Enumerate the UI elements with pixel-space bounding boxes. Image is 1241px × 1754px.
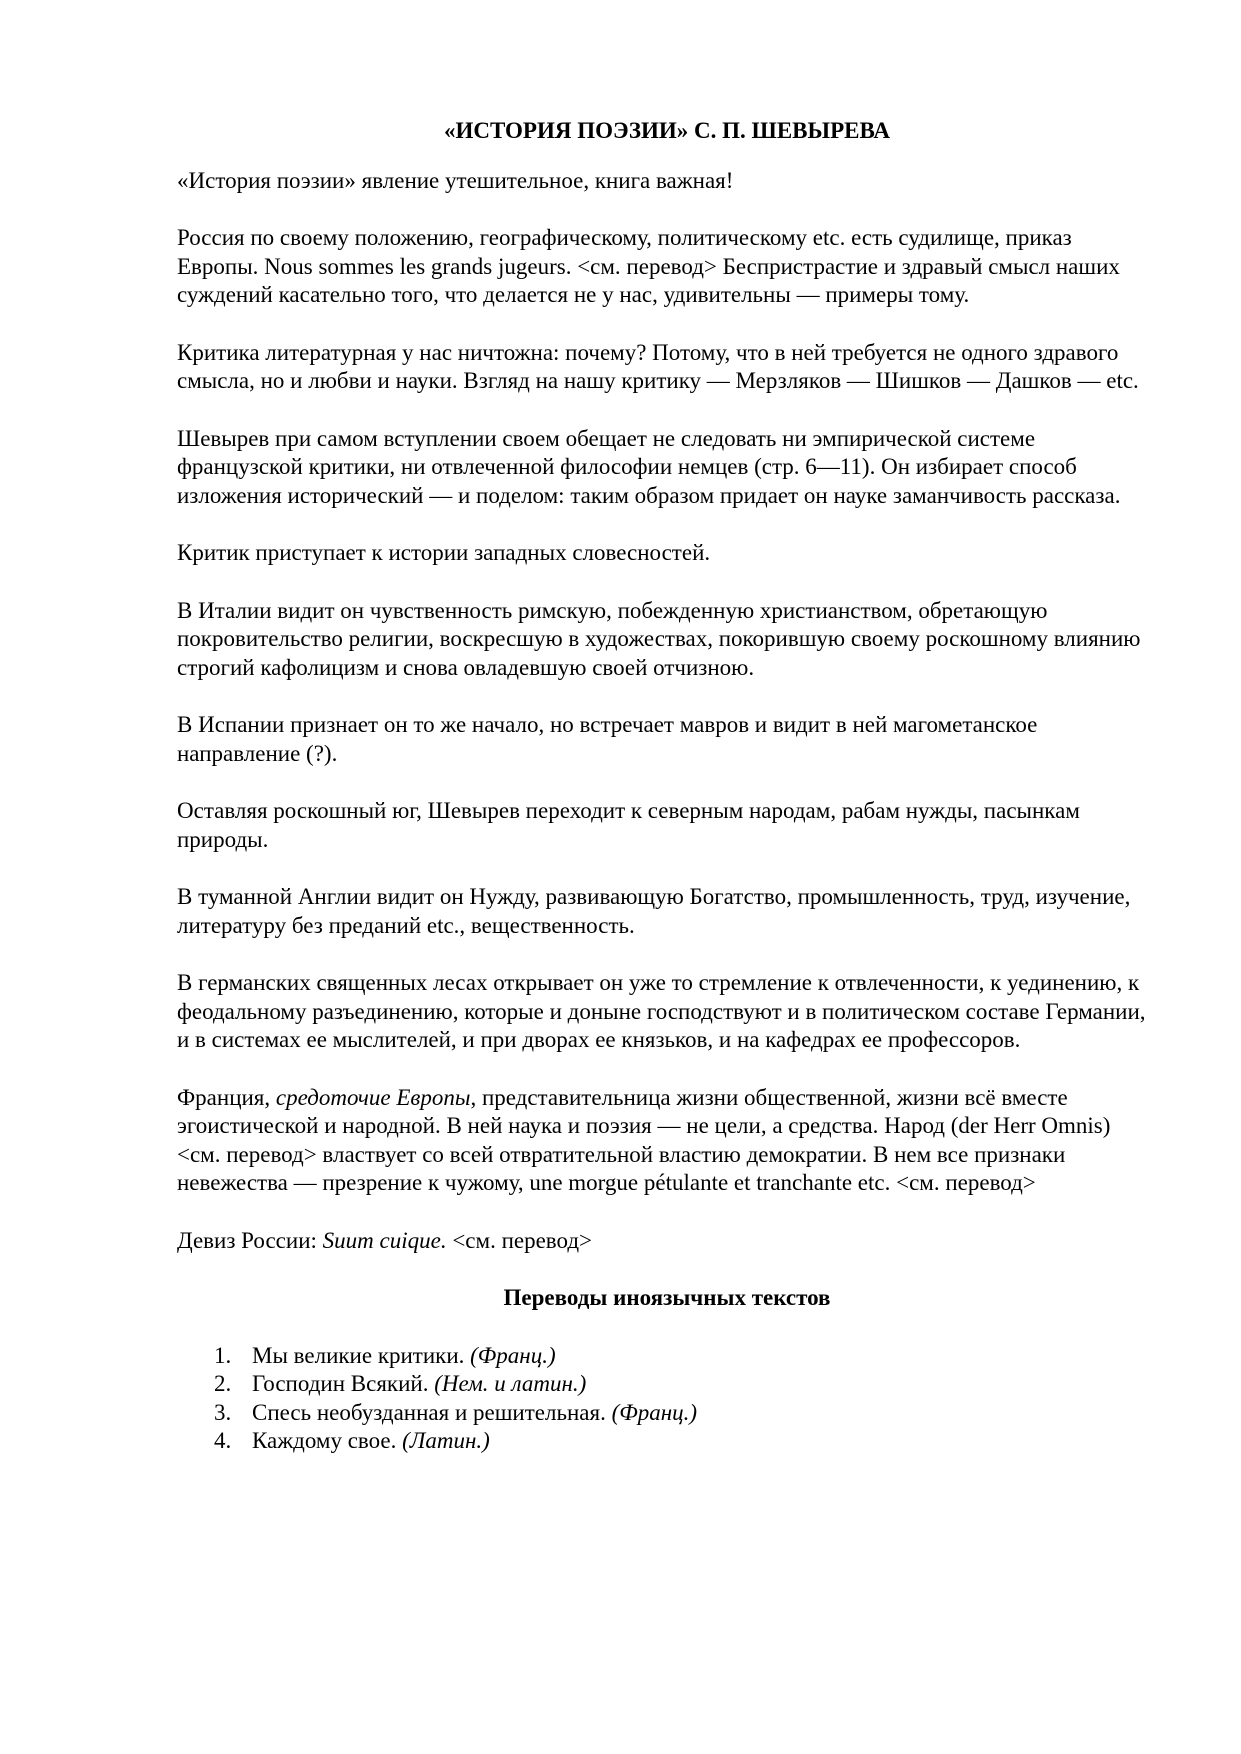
motto-italic: Suum cuique. <box>322 1227 447 1253</box>
motto-text-after: <см. перевод> <box>446 1227 593 1253</box>
paragraph-france <box>177 1084 1147 1198</box>
france-italic: средоточие Европы <box>275 1084 471 1110</box>
list-item <box>177 1427 1147 1456</box>
list-number: 3. <box>214 1399 232 1425</box>
list-item <box>177 1342 1147 1371</box>
translation-language: (Франц.) <box>470 1342 556 1368</box>
paragraph: Шевырев при самом вступлении своем обещает не следовать ни эмпирической системе французской критики, ни отвлеченной философии немцев (стр. 6—11). Он избирает способ изложения исторический — и поделом: таким образом придает он науке заманчивость рассказа. <box>177 425 1121 508</box>
motto-text-before: Девиз России: <box>177 1227 323 1253</box>
translation-language: (Нем. и латин.) <box>434 1371 587 1396</box>
paragraph: «История поэзии» явление утешительное, книга важная! <box>177 167 734 193</box>
paragraph-motto <box>177 1227 1147 1256</box>
list-number: 2. <box>214 1371 232 1396</box>
paragraph: Критик приступает к истории западных словесностей. <box>177 540 711 565</box>
translation-language: (Латин.) <box>402 1428 490 1453</box>
france-text-before: Франция, <box>177 1084 276 1110</box>
translation-text: Господин Всякий. <box>252 1371 435 1396</box>
translations-heading: Переводы иноязычных текстов <box>503 1285 831 1310</box>
list-item <box>177 1370 1147 1399</box>
translations-list <box>177 1342 1147 1456</box>
paragraph: Оставляя роскошный юг, Шевырев переходит к северным народам, рабам нужды, пасынкам природы. <box>177 798 1080 852</box>
translation-language: (Франц.) <box>611 1399 698 1425</box>
list-number: 4. <box>214 1428 232 1453</box>
list-item <box>177 1399 1147 1428</box>
paragraph: В германских священных лесах открывает он уже то стремление к отвлеченности, к уединению, к феодальному разъединению, которые и доныне господствуют и в политическом составе Германии, и в системах ее мыслителей, и при дворах ее князьков, и на кафедрах ее профессоров. <box>177 970 1146 1052</box>
paragraph: В Италии видит он чувственность римскую, побежденную христианством, обретающую покровительство религии, воскресшую в художествах, покорившую своему роскошному влиянию строгий кафолицизм и снова овладевшую своей отчизною. <box>177 597 1141 680</box>
paragraph: В Испании признает он то же начало, но встречает мавров и видит в ней магометанское направление (?). <box>177 712 1038 766</box>
translation-text: Спесь необузданная и решительная. <box>252 1399 612 1425</box>
translation-text: Мы великие критики. <box>252 1342 471 1368</box>
translation-text: Каждому свое. <box>252 1428 403 1453</box>
document-body <box>177 117 1147 1456</box>
paragraph: В туманной Англии видит он Нужду, развивающую Богатство, промышленность, труд, изучение, литературу без преданий etc., вещественность. <box>177 884 1131 938</box>
list-number: 1. <box>214 1342 232 1368</box>
paragraph: Критика литературная у нас ничтожна: почему? Потому, что в ней требуется не одного здравого смысла, но и любви и науки. Взгляд на нашу критику — Мерзляков — Шишков — Дашков — etc. <box>177 339 1139 393</box>
document-title: «ИСТОРИЯ ПОЭЗИИ» С. П. ШЕВЫРЕВА <box>444 118 890 143</box>
paragraph: Россия по своему положению, географическому, политическому etc. есть судилище, приказ Европы. Nous sommes les grands jugeurs. <см. перевод> Беспристрастие и здравый смысл наших суждений касательно того, что делается не у нас, удивительны — примеры тому. <box>177 225 1120 307</box>
france-text-after: , представительница жизни общественной, жизни всё вместе эгоистической и народной. В ней наука и поэзия — не цели, а средства. Народ (der Herr Omnis) <см. перевод> властвует со всей отвратительной властию демократии. В нем все признаки невежества — презрение к чужому, une morgue pétulante et tranchante etc. <см. перевод> <box>177 1084 1111 1195</box>
